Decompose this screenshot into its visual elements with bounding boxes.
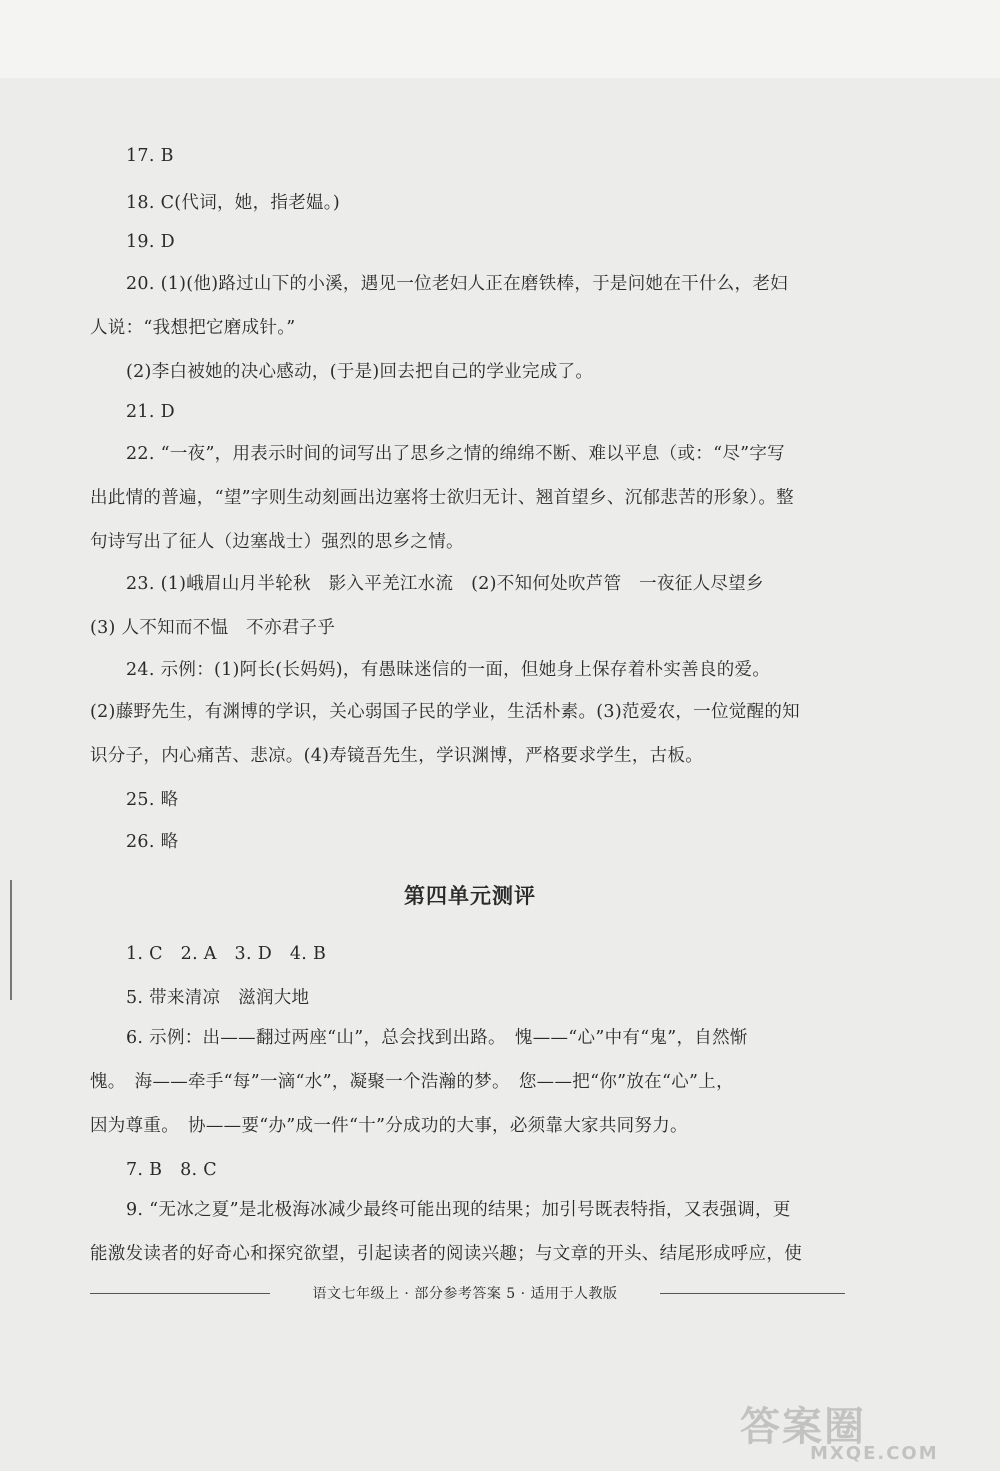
answer-line: 20. (1)(他)路过山下的小溪，遇见一位老妇人正在磨铁棒，于是问她在干什么，老妇 [126, 274, 788, 294]
answer-line: 能激发读者的好奇心和探究欲望，引起读者的阅读兴趣；与文章的开头、结尾形成呼应，使 [90, 1244, 802, 1264]
answer-line: 7. B 8. C [126, 1160, 217, 1180]
answer-line: 22. “一夜”，用表示时间的词写出了思乡之情的绵绵不断、难以平息（或：“尽”字写 [126, 444, 785, 464]
answer-line: 因为尊重。 协——要“办”成一件“十”分成功的大事，必须靠大家共同努力。 [90, 1116, 688, 1136]
scan-edge-mark [10, 880, 12, 1000]
page-top-band [0, 0, 1000, 78]
answer-line: 句诗写出了征人（边塞战士）强烈的思乡之情。 [90, 532, 464, 552]
watermark-url: MXQE.COM [810, 1443, 939, 1464]
site-watermark [740, 1395, 980, 1465]
page-footer [90, 1283, 845, 1303]
answer-line: (2)李白被她的决心感动，(于是)回去把自己的学业完成了。 [126, 362, 594, 382]
answer-line: 24. 示例：(1)阿长(长妈妈)，有愚昧迷信的一面，但她身上保存着朴实善良的爱。 [126, 660, 771, 680]
answer-line: 26. 略 [126, 832, 179, 852]
footer-rule-left [90, 1293, 270, 1294]
answer-line: 出此情的普遍，“望”字则生动刻画出边塞将士欲归无计、翘首望乡、沉郁悲苦的形象）。整 [90, 488, 794, 508]
answer-line: (3) 人不知而不愠 不亦君子乎 [90, 618, 336, 638]
answer-line: 愧。 海——牵手“每”一滴“水”，凝聚一个浩瀚的梦。 您——把“你”放在“心”上， [90, 1072, 734, 1092]
section-title: 第四单元测评 [404, 884, 536, 908]
answer-line: 21. D [126, 402, 175, 422]
answer-line: 17. B [126, 146, 174, 166]
answer-line: 25. 略 [126, 790, 179, 810]
answer-line: (2)藤野先生，有渊博的学识，关心弱国子民的学业，生活朴素。(3)范爱农，一位觉醒的知 [90, 702, 800, 722]
footer-text: 语文七年级上 · 部分参考答案 5 · 适用于人教版 [312, 1286, 618, 1302]
answer-line: 5. 带来清凉 滋润大地 [126, 988, 310, 1008]
answer-line: 识分子，内心痛苦、悲凉。(4)寿镜吾先生，学识渊博，严格要求学生，古板。 [90, 746, 704, 766]
answer-line: 18. C(代词，她，指老媪。) [126, 193, 340, 213]
answer-line: 人说：“我想把它磨成针。” [90, 318, 296, 338]
answer-line: 9. “无冰之夏”是北极海冰减少最终可能出现的结果；加引号既表特指，又表强调，更 [126, 1200, 791, 1220]
footer-rule-right [660, 1293, 845, 1294]
answer-line: 23. (1)峨眉山月半轮秋 影入平羌江水流 (2)不知何处吹芦管 一夜征人尽望乡 [126, 574, 764, 594]
answer-line: 19. D [126, 232, 175, 252]
watermark-logo-text: 答案圈 [740, 1404, 866, 1450]
answer-line: 1. C 2. A 3. D 4. B [126, 944, 327, 964]
answer-line: 6. 示例：出——翻过两座“山”，总会找到出路。 愧——“心”中有“鬼”，自然惭 [126, 1028, 748, 1048]
